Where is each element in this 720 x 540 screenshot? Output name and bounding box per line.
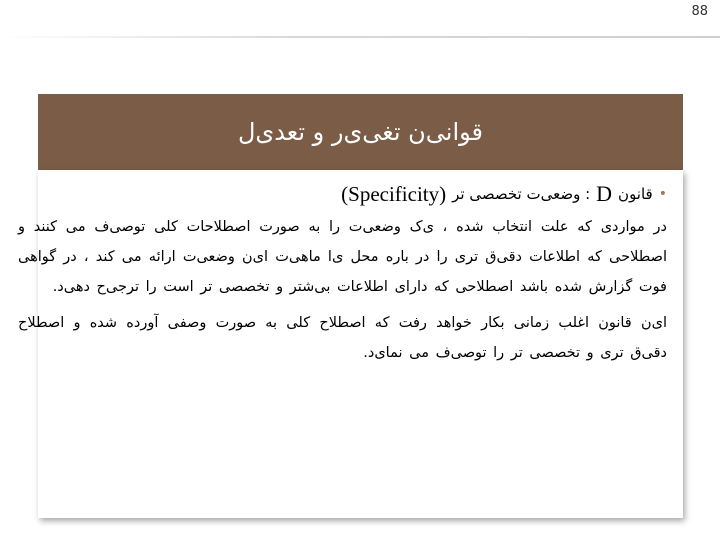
bullet-icon: • <box>658 186 667 202</box>
law-letter: D <box>596 181 613 206</box>
slide-body <box>18 170 667 368</box>
paren-close: ) <box>341 182 349 206</box>
paragraph-usage: ای‌ن قانون اغلب زمانی بکار خواهد رفت که اصطلاح کلی به صورت وصفی آورده شده و اصطلاح دقی‌ق تری و تخصصی تر را توصی‌ف می نمای‌د. <box>18 315 667 361</box>
top-divider <box>0 36 720 38</box>
page-number: 88 <box>691 4 708 19</box>
law-description: : وضعی‌ت تخصصی تر <box>452 185 591 203</box>
slide-title: قوانی‌ن تغی‌ی‌ر و تعدی‌ل <box>237 118 484 146</box>
slide-title-band <box>38 94 683 170</box>
paren-open: ( <box>439 182 447 206</box>
paragraph-definition: در مواردی که علت انتخاب شده ، ی‌ک وضعی‌ت را به صورت اصطلاحات کلی توصی‌ف می کنند و اصطلاحی که اطلاعات دقی‌ق تری را در باره محل ی‌ا ماهی‌ت ای‌ن وضعی‌ت ارائه می کند ، در گواهی فوت گزارش شده باشد اصطلاحی که دارای اطلاعات بی‌شتر و تخصصی تر است را ترجی‌ح دهی‌د. <box>18 219 667 295</box>
bullet-item <box>18 178 667 210</box>
law-prefix: قانون <box>618 185 653 203</box>
latin-term <box>341 178 446 210</box>
latin-word: Specificity <box>348 182 440 206</box>
slide-content-box <box>18 170 683 518</box>
